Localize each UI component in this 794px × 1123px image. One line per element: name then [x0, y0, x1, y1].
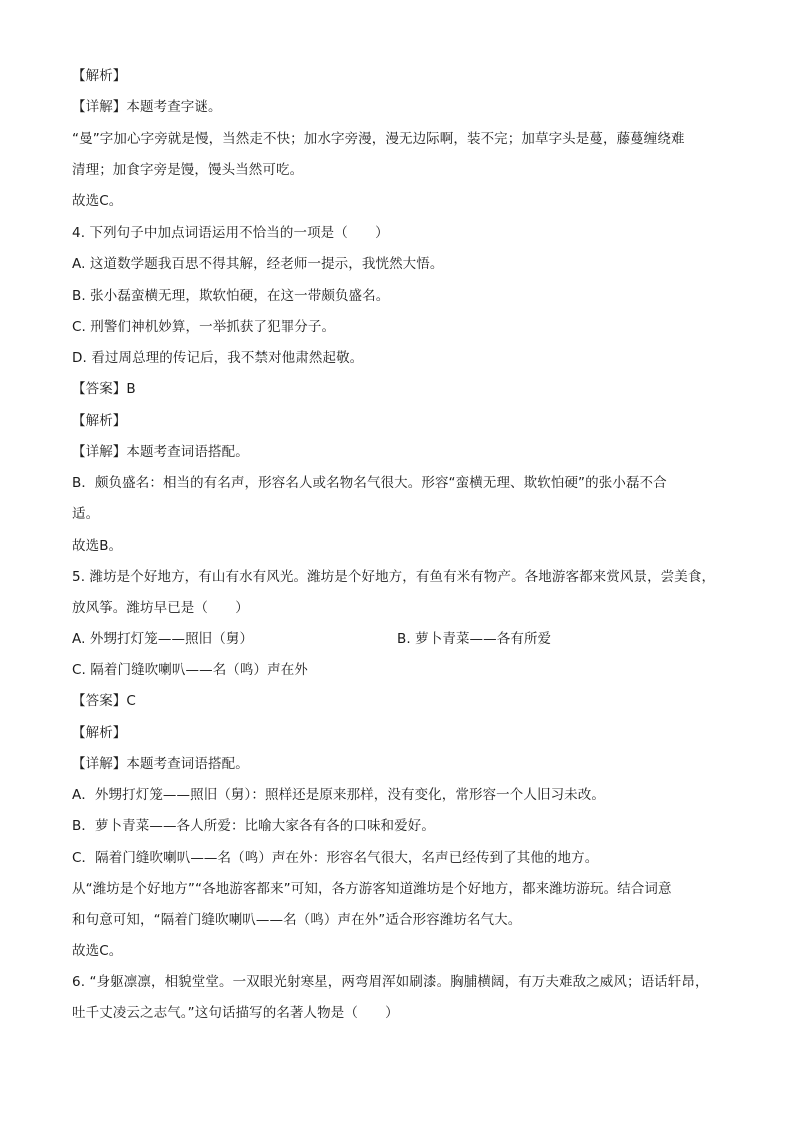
explanation-text: 清理；加食字旁是馒，馒头当然可吃。 [72, 162, 304, 178]
detail-explanation-label: 【详解】本题考查词语搭配。 [72, 756, 249, 772]
question-5-option-a: A. 外甥打灯笼——照旧（舅） [72, 631, 254, 647]
question-6-stem: 吐千丈凌云之志气。”这句话描写的名著人物是（ ） [72, 1005, 399, 1021]
answer-label: 【答案】B [72, 381, 136, 397]
analysis-heading: 【解析】 [72, 725, 127, 741]
explanation-text: 适。 [72, 506, 100, 522]
analysis-heading: 【解析】 [72, 68, 127, 84]
explanation-text: “曼”字加心字旁就是慢，当然走不快；加水字旁漫，漫无边际啊，装不完；加草字头是蔓，藤蔓缠绕难 [72, 131, 685, 147]
explanation-text: B．颇负盛名：相当的有名声，形容名人或名物名气很大。形容“蛮横无理、欺软怕硬”的张小磊不合 [72, 475, 667, 491]
question-5-option-c: C. 隔着门缝吹喇叭——名（鸣）声在外 [72, 662, 308, 678]
question-4-option-b: B. 张小磊蛮横无理，欺软怕硬，在这一带颇负盛名。 [72, 288, 390, 304]
answer-conclusion: 故选C。 [72, 943, 123, 959]
question-5-option-b: B. 萝卜青菜——各有所爱 [397, 631, 552, 647]
analysis-heading: 【解析】 [72, 413, 127, 429]
question-4-option-d: D. 看过周总理的传记后，我不禁对他肃然起敬。 [72, 350, 364, 366]
question-5-stem: 5. 潍坊是个好地方，有山有水有风光。潍坊是个好地方，有鱼有米有物产。各地游客都来赏风景，尝美食， [72, 569, 716, 585]
answer-conclusion: 故选C。 [72, 193, 123, 209]
explanation-text: 从“潍坊是个好地方”“各地游客都来”可知，各方游客知道潍坊是个好地方，都来潍坊游玩。结合词意 [72, 881, 672, 897]
question-4-option-a: A. 这道数学题我百思不得其解，经老师一提示，我恍然大悟。 [72, 256, 444, 272]
question-5-stem: 放风筝。潍坊早已是（ ） [72, 600, 249, 616]
question-4-option-c: C. 刑警们神机妙算，一举抓获了犯罪分子。 [72, 319, 336, 335]
answer-label: 【答案】C [72, 693, 136, 709]
detail-explanation-label: 【详解】本题考查词语搭配。 [72, 444, 249, 460]
question-6-stem: 6. “身躯凛凛，相貌堂堂。一双眼光射寒星，两弯眉浑如刷漆。胸脯横阔，有万夫难敌之威风；语话轩昂， [72, 974, 709, 990]
question-4-stem: 4. 下列句子中加点词语运用不恰当的一项是（ ） [72, 225, 389, 241]
explanation-text: 和句意可知，“隔着门缝吹喇叭——名（鸣）声在外”适合形容潍坊名气大。 [72, 912, 522, 928]
detail-explanation-label: 【详解】本题考查字谜。 [72, 99, 222, 115]
explanation-text: A．外甥打灯笼——照旧（舅）：照样还是原来那样，没有变化，常形容一个人旧习未改。 [72, 787, 605, 803]
explanation-text: B．萝卜青菜——各人所爱：比喻大家各有各的口味和爱好。 [72, 818, 435, 834]
answer-conclusion: 故选B。 [72, 538, 123, 554]
explanation-text: C．隔着门缝吹喇叭——名（鸣）声在外：形容名气很大，名声已经传到了其他的地方。 [72, 850, 599, 866]
